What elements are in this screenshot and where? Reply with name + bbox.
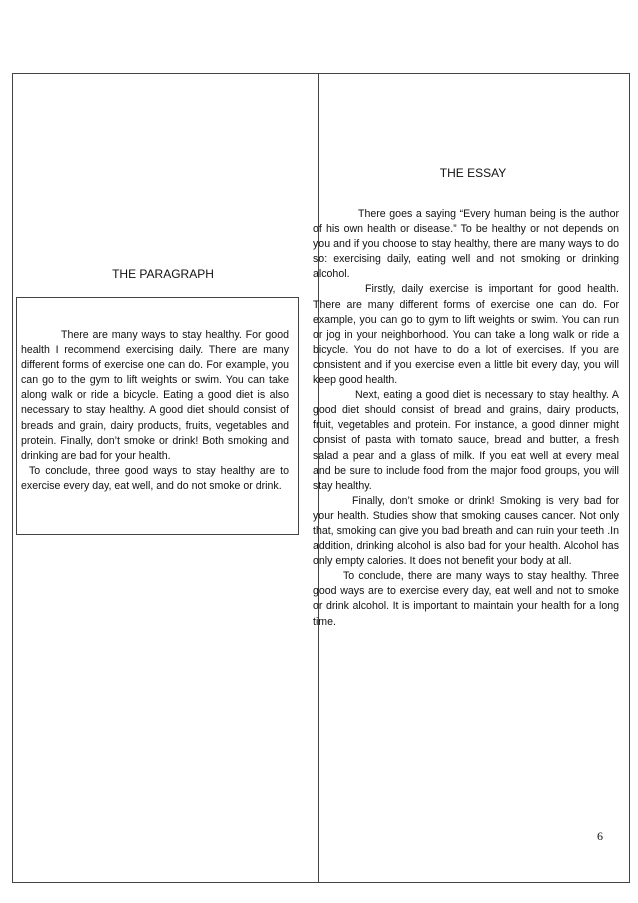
essay-text bbox=[313, 207, 619, 630]
essay-paragraph-1: There goes a saying “Every human being is the author of his own health or disease.” To be healthy or not depends on you and if you choose to stay healthy, there are many ways to do so: exercising daily, eating well and not smoking or drinking alcohol. bbox=[313, 208, 619, 281]
paragraph-title: THE PARAGRAPH bbox=[112, 267, 214, 281]
essay-paragraph-3: Next, eating a good diet is necessary to stay healthy. A good diet should consist of bread and grains, dairy products, fruit, vegetables and protein. For instance, a good dinner might consist of pasta with tomato sauce, bread and butter, a fresh salad a pear and a glass of milk. If you eat well at every meal and be sure to include food from the major food groups, you will stay healthy. bbox=[313, 389, 619, 492]
page-frame bbox=[12, 73, 630, 883]
paragraph-body-2: To conclude, three good ways to stay healthy are to exercise every day, eat well, and do not smoke or drink. bbox=[21, 464, 289, 492]
essay-paragraph-5: To conclude, there are many ways to stay healthy. Three good ways are to exercise every day, eat well and not to smoke or drink alcohol. It is important to maintain your health for a long time. bbox=[313, 570, 619, 628]
paragraph-text bbox=[21, 328, 289, 494]
paragraph-body-1: There are many ways to stay healthy. For good health I recommend exercising daily. There are many different forms of exercise one can do. For example, you can go to the gym to lift weights or swim. You can take along walk or ride a bicycle. Eating a good diet is also necessary to stay healthy. A good diet should consist of breads and grain, dairy products, fruits, vegetables and protein. Finally, don’t smoke or drink! Both smoking and drinking are bad for your health. bbox=[21, 329, 289, 462]
essay-paragraph-4: Finally, don’t smoke or drink! Smoking is very bad for your health. Studies show that smoking causes cancer. Not only that, smoking can give you bad breath and can ruin your teeth .In addition, drinking alcohol is also bad for your health. Alcohol has only empty calories. It does not benefit your body at all. bbox=[313, 494, 619, 568]
essay-title: THE ESSAY bbox=[439, 166, 507, 180]
page-number: 6 bbox=[597, 829, 603, 843]
essay-paragraph-2: Firstly, daily exercise is important for good health. There are many different forms of exercise one can do. For example, you can go to gym to lift weights or swim. You can run or jog in your neighborhood. You can take a long walk or ride a bicycle. You do not have to do a lot of exercises. If you are consistent and if you exercise even a little bit every day, you will keep good health. bbox=[313, 283, 619, 387]
